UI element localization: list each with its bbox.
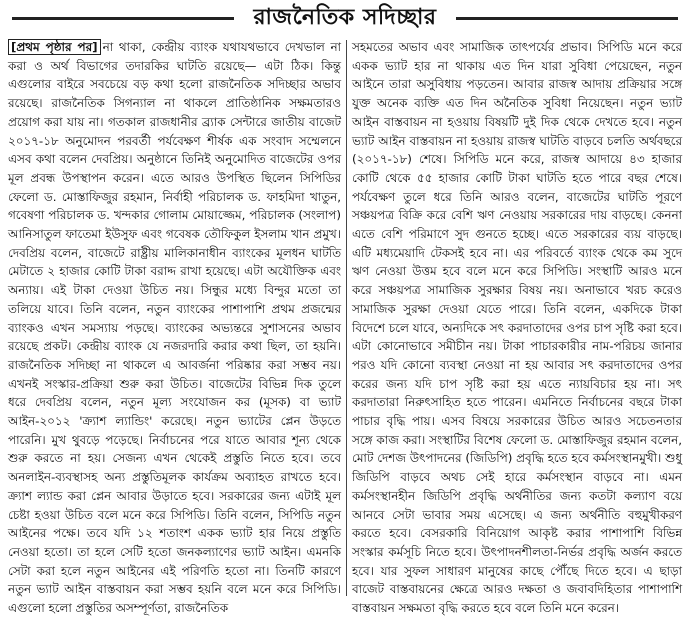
headline-rule-right: [456, 17, 678, 20]
left-column-paragraph: [8, 38, 341, 618]
left-column-text: না থাকা, কেন্দ্রীয় ব্যাংক যথাযথভাবে দেখভাল না করা ও অর্থ বিভাগের তদারকির ঘাটতি রয়েছে— এটা ঠিক। কিন্তু এগুলোর বাইরে সবচেয়ে বড় কথা হলো রাজনৈতিক সদিচ্ছার অভাব রয়েছে। রাজনৈতিক সিগন্যাল না থাকলে প্রাতিষ্ঠানিক সক্ষমতারও প্রয়োগ করা যায় না। গতকাল রাজধানীর ব্র্যাক সেন্টারে জাতীয় বাজেট ২০১৭-১৮ অনুমোদন পরবর্তী পর্যবেক্ষণ শীর্ষক এক সংবাদ সম্মেলনে এসব কথা বলেন দেবপ্রিয়। অনুষ্ঠানে তিনিই অনুমোদিত বাজেটের ওপর মূল প্রবন্ধ উপস্থাপন করেন। এতে আরও উপস্থিত ছিলেন সিপিডির ফেলো ড. মোস্তাফিজুর রহমান, নির্বাহী পরিচালক ড. ফাহমিদা খাতুন, গবেষণা পরিচালক ড. খন্দকার গোলাম মোয়াজ্জেম, পরিচালক (সংলাপ) আনিসাতুল ফাতেমা ইউসুফ এবং গবেষক তৌফিকুল ইসলাম খান প্রমুখ। দেবপ্রিয় বলেন, বাজেটে রাষ্ট্রীয় মালিকানাধীন ব্যাংকের মূলধন ঘাটতি মেটাতে ২ হাজার কোটি টাকা বরাদ্দ রাখা হয়েছে। এটা অযৌক্তিক এবং অন্যায়। এই টাকা দেওয়া উচিত নয়। সিন্ধুর মধ্যে বিন্দুর মতো তা তলিয়ে যাবে। তিনি বলেন, নতুন ব্যাংকের পাশাপাশি প্রথম প্রজন্মের ব্যাংকও এখন সমস্যায় পড়ছে। ব্যাংকের অভ্যন্তরে সুশাসনের অভাব রয়েছে প্রকট। কেন্দ্রীয় ব্যাংক যে নজরদারি করার কথা ছিল, তা হয়নি। রাজনৈতিক সদিচ্ছা না থাকলে এ আবর্জনা পরিষ্কার করা সম্ভব নয়। এখনই সংস্কার-প্রক্রিয়া শুরু করা উচিত। বাজেটের বিভিন্ন দিক তুলে ধরে দেবপ্রিয় বলেন, নতুন মূল্য সংযোজন কর (মূসক) বা ভ্যাট আইন-২০১২ 'ক্র্যাশ ল্যান্ডিং' করেছে। নতুন ভ্যাটের প্লেন উড়তে পারেনি। মুখ থুবড়ে পড়েছে। নির্বাচনের পরে যাতে আবার শূন্য থেকে শুরু করতে না হয়। সেজন্য এখন থেকেই প্রস্তুতি নিতে হবে। তবে অনলাইন-ব্যবস্থাসহ অন্য প্রস্তুতিমূলক কার্যক্রম অব্যাহত রাখতে হবে। ক্র্যাশ ল্যান্ড করা প্লেন আবার উড়াতে হবে। সরকারের জন্য এটাই মূল চেষ্টা হওয়া উচিত বলে মনে করে সিপিডি। তিনি বলেন, সিপিডি নতুন আইনের পক্ষে। তবে যদি ১২ শতাংশ একক ভ্যাট হার নিয়ে প্রস্তুতি নেওয়া হতো। তা হলে সেটি হতো জনকল্যাণের ভ্যাট আইন। এমনকি সেটা করা হলে নতুন আইনের এই পরিণতি হতো না। তিনটি কারণে নতুন ভ্যাট আইন বাস্তবায়ন করা সম্ভব হয়নি বলে মনে করে সিপিডি। এগুলো হলো প্রস্তুতির অসম্পূর্ণতা, রাজনৈতিক: [8, 40, 341, 616]
right-column: [352, 38, 682, 616]
headline-rule-left: [12, 17, 234, 20]
headline-row: [0, 0, 690, 36]
right-column-text: সহমতের অভাব এবং সামাজিক তাৎপর্যের প্রভাব। সিপিডি মনে করে একক ভ্যাট হার না থাকায় এত দিন যারা সুবিধা পেয়েছেন, নতুন আইনে তারা অসুবিধায় পড়তেন। আবার রাজস্ব আদায় প্রক্রিয়ার সঙ্গে যুক্ত অনেক ব্যক্তি এত দিন অনৈতিক সুবিধা নিয়েছেন। নতুন ভ্যাট আইন বাস্তবায়ন না হওয়ায় বিষয়টি দুই দিক থেকে দেখতে হবে। নতুন ভ্যাট আইন বাস্তবায়ন না হওয়ায় রাজস্ব ঘাটতি বাড়বে চলতি অর্থবছরে (২০১৭-১৮) শেষে। সিপিডি মনে করে, রাজস্ব আদায়ে ৪৩ হাজার কোটি থেকে ৫৫ হাজার কোটি টাকা ঘাটতি হতে পারে বছর শেষে। পর্যবেক্ষণ তুলে ধরে তিনি আরও বলেন, বাজেটের ঘাটতি পূরণে সঞ্চয়পত্র বিক্রি করে বেশি ঋণ নেওয়ায় সরকারের দায় বাড়ছে। কেননা এতে বেশি পরিমাণে সুদ গুনতে হচ্ছে। এতে সরকারের ব্যয় বাড়ছে। এটি মধ্যমেয়াদি টেকসই হবে না। এর পরিবর্তে ব্যাংক থেকে কম সুদে ঋণ নেওয়া উত্তম হবে বলে মনে করে সিপিডি। সংস্থাটি আরও মনে করে সঞ্চয়পত্র সামাজিক সুরক্ষার বিষয় নয়। অনাভাবে খরচ করেও সামাজিক সুরক্ষা দেওয়া যেতে পারে। তিনি বলেন, একদিকে টাকা বিদেশে চলে যাবে, অন্যদিকে সৎ করদাতাদের ওপর চাপ সৃষ্টি করা হবে। এটা কোনোভাবে সমীচীন নয়। টাকা পাচারকারীর নাম-পরিচয় জানার পরও যদি কোনো ব্যবস্থা নেওয়া না হয় আবার সৎ করদাতাদের ওপর করের জন্য যদি চাপ সৃষ্টি করা হয় এতে ন্যায়বিচার হয় না। সৎ করদাতারা নিরুৎসাহিত হতে পারেন। এমনিতে নির্বাচনের বছরে টাকা পাচার বৃদ্ধি পায়। এসব বিষয়ে সরকারের উচিত আরও সচেতনতার সঙ্গে কাজ করা। সংস্থাটির বিশেষ ফেলো ড. মোস্তাফিজুর রহমান বলেন, মোট দেশজ উৎপাদনের (জিডিপি) প্রবৃদ্ধি হতে হবে কর্মসংস্থানমুখী। শুধু জিডিপি বাড়বে অথচ সেই হারে কর্মসংস্থান বাড়বে না। এমন কর্মসংস্থানহীন জিডিপি প্রবৃদ্ধি অর্থনীতির জন্য কতটা কল্যাণ বয়ে আনবে সেটা ভাবার সময় এসেছে। এ জন্য অর্থনীতি বহুমুখীকরণ করতে হবে। বেসরকারি বিনিয়োগ আকৃষ্ট করার পাশাপাশি বিভিন্ন সংস্কার কর্মসূচি নিতে হবে। উৎপাদনশীলতা-নির্ভর প্রবৃদ্ধি অর্জন করতে হবে। যার সুফল সাধারণ মানুষের কাছে পৌঁছে দিতে হবে। এ ছাড়া বাজেট বাস্তবায়নের ক্ষেত্রে আরও দক্ষতা ও জবাবদিহিতার পাশাপাশি বাস্তবায়ন সক্ষমতা বৃদ্ধি করতে হবে বলে তিনি মনে করেন।: [352, 40, 682, 616]
continued-from-label: [প্রথম পৃষ্ঠার পর]: [8, 39, 101, 55]
column-divider: [346, 40, 347, 596]
left-column: [8, 38, 341, 616]
headline: রাজনৈতিক সদিচ্ছার: [253, 4, 437, 30]
